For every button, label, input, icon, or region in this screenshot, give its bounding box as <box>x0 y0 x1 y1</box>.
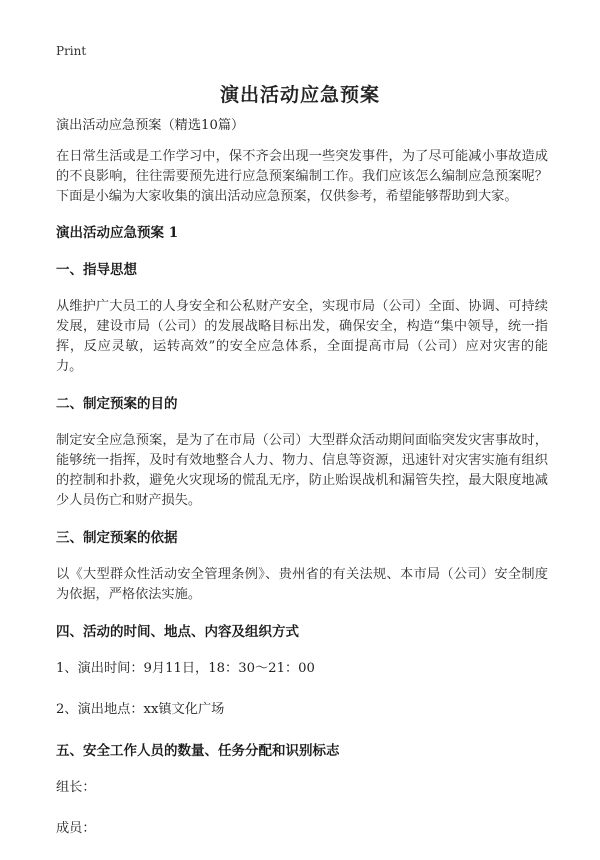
document-body <box>56 116 548 860</box>
list-item-team-leader: 组长： <box>56 780 96 795</box>
section-heading-2: 二、制定预案的目的 <box>56 396 178 412</box>
print-link[interactable]: Print <box>56 44 87 58</box>
section-paragraph-2: 制定安全应急预案，是为了在市局（公司）大型群众活动期间面临突发灾害事故时，能够统一指挥，及时有效地整合人力、物力、信息等资源，迅速针对灾害实施有组织的控制和扑救，避免火灾现场的慌乱无序，防止贻误战机和漏管失控，最大限度地减少人员伤亡和财产损失。 <box>56 433 548 508</box>
intro-paragraph: 在日常生活或是工作学习中，保不齐会出现一些突发事件，为了尽可能减小事故造成的不良影响，往往需要预先进行应急预案编制工作。我们应该怎么编制应急预案呢？下面是小编为大家收集的演出活动应急预案，仅供参考，希望能够帮助到大家。 <box>56 149 548 204</box>
document-subtitle: 演出活动应急预案（精选10篇） <box>56 118 245 133</box>
list-item-performance-location: 2、演出地点：xx镇文化广场 <box>56 702 225 717</box>
list-item-members: 成员： <box>56 821 96 836</box>
section-heading-5: 五、安全工作人员的数量、任务分配和识别标志 <box>56 743 340 759</box>
section-paragraph-3: 以《大型群众性活动安全管理条例》、贵州省的有关法规、本市局（公司）安全制度为依据，严格依法实施。 <box>56 567 548 602</box>
section-heading-1: 一、指导思想 <box>56 262 137 278</box>
section-heading-4: 四、活动的时间、地点、内容及组织方式 <box>56 624 299 640</box>
section-heading-3: 三、制定预案的依据 <box>56 530 178 546</box>
list-item-performance-time: 1、演出时间：9月11日，18：30～21：00 <box>56 661 315 676</box>
document-title: 演出活动应急预案 <box>219 84 380 106</box>
section-title: 演出活动应急预案 1 <box>56 225 179 241</box>
section-paragraph-1: 从维护广大员工的人身安全和公私财产安全，实现市局（公司）全面、协调、可持续发展，建设市局（公司）的发展战略目标出发，确保安全，构造“集中领导，统一指挥，反应灵敏，运转高效”的安全应急体系，全面提高市局（公司）应对灾害的能力。 <box>56 299 548 374</box>
